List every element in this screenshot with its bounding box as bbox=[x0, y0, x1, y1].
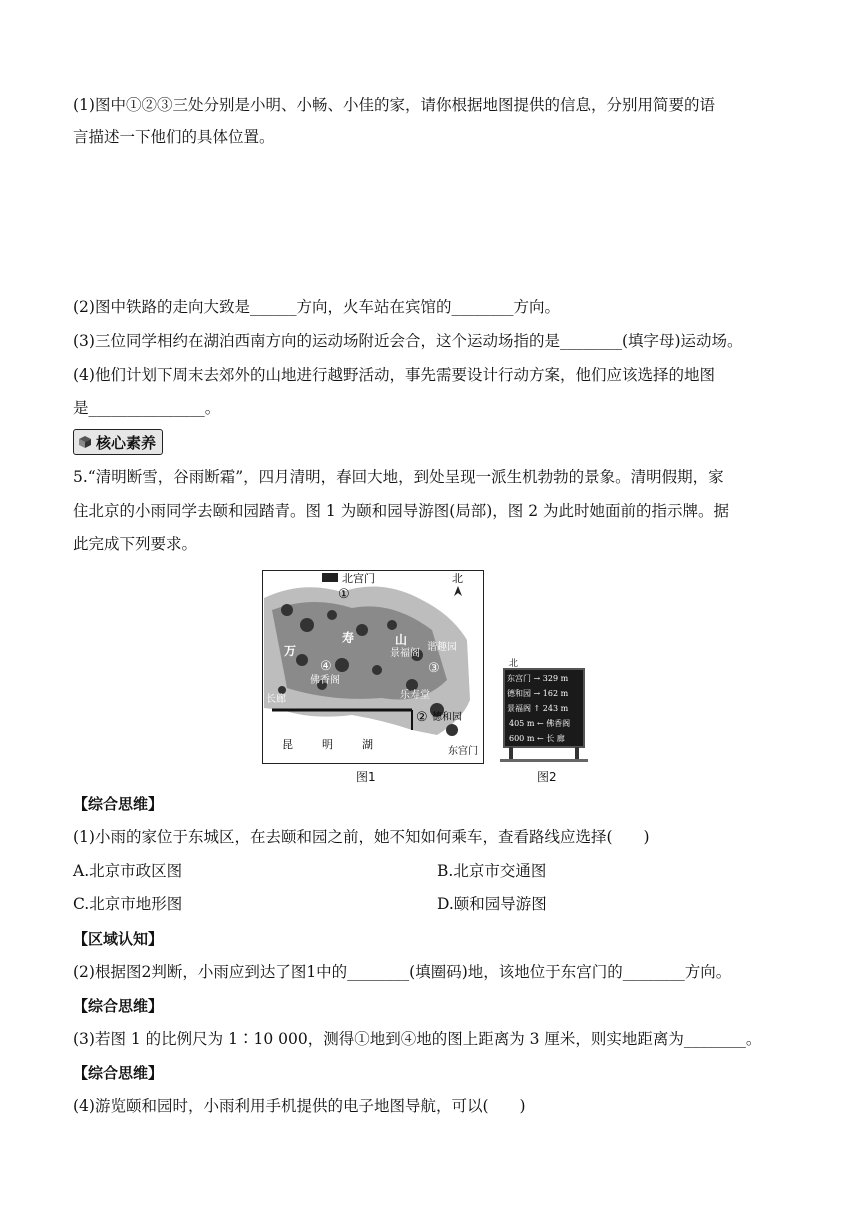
sign-row: 405 m ← 佛香阁 bbox=[509, 719, 571, 728]
option-d[interactable]: D.颐和园导游图 bbox=[437, 895, 547, 913]
q5-sub2: (2)根据图2判断，小雨应到达了图1中的________(填圈码)地，该地位于东宫门的________方向。 bbox=[73, 963, 732, 981]
map-marker-3: ③ bbox=[428, 661, 440, 676]
map-marker-2: ② bbox=[416, 710, 428, 725]
sign-row: 600 m ← 长 廊 bbox=[509, 734, 565, 743]
q5-intro-line2: 住北京的小雨同学去颐和园踏青。图 1 为颐和园导游图(局部)，图 2 为此时她面前的指示牌。据 bbox=[73, 502, 730, 520]
map-north: 北 bbox=[452, 572, 463, 585]
q4-part2: (2)图中铁路的走向大致是______方向，火车站在宾馆的________方向。 bbox=[73, 298, 560, 316]
map-deheyuan: 德和园 bbox=[432, 712, 462, 723]
tag-synthesis-1: 【综合思维】 bbox=[73, 795, 164, 813]
map-label-ming: 明 bbox=[322, 738, 333, 751]
fig2-caption: 图2 bbox=[537, 770, 557, 784]
option-b[interactable]: B.北京市交通图 bbox=[437, 862, 547, 880]
cube-icon bbox=[78, 435, 92, 449]
fig1-caption: 图1 bbox=[356, 770, 376, 784]
q5-intro-line3: 此完成下列要求。 bbox=[73, 535, 198, 553]
map-label-hu: 湖 bbox=[362, 738, 373, 751]
map-label-shou: 寿 bbox=[342, 631, 355, 645]
q4-part3: (3)三位同学相约在湖泊西南方向的运动场附近会合，这个运动场指的是________(填字母)运动场。 bbox=[73, 332, 743, 350]
sign-north: 北 bbox=[509, 659, 519, 669]
sign-row: 景福阁 ↑ 243 m bbox=[507, 704, 569, 713]
sign-row: 东宫门 → 329 m bbox=[507, 674, 569, 683]
map-label-shan: 山 bbox=[395, 633, 408, 647]
map-xiequyuan: 谐趣园 bbox=[427, 642, 457, 653]
q4-part1-line1: (1)图中①②③三处分别是小明、小畅、小佳的家，请你根据地图提供的信息，分别用简要的语 bbox=[73, 96, 715, 114]
section-badge-label: 核心素养 bbox=[96, 433, 157, 452]
map-label-kun: 昆 bbox=[282, 738, 293, 751]
q4-part1-line2: 言描述一下他们的具体位置。 bbox=[73, 128, 275, 146]
summer-palace-map bbox=[262, 570, 484, 764]
map-foxiangge: 佛香阁 bbox=[310, 675, 340, 686]
q4-part4-line2: 是_______________。 bbox=[73, 399, 221, 417]
sign-row: 德和园 → 162 m bbox=[507, 689, 569, 698]
map-marker-1: ① bbox=[338, 587, 350, 602]
q5-intro-line1: 5.“清明断雪，谷雨断霜”，四月清明，春回大地，到处呈现一派生机勃勃的景象。清明假期，家 bbox=[73, 468, 724, 486]
section-badge bbox=[73, 429, 163, 455]
signboard bbox=[497, 655, 590, 763]
q5-sub4: (4)游览颐和园时，小雨利用手机提供的电子地图导航，可以( ) bbox=[73, 1097, 526, 1115]
tag-synthesis-2: 【综合思维】 bbox=[73, 997, 164, 1015]
q4-part4-line1: (4)他们计划下周末去郊外的山地进行越野活动，事先需要设计行动方案，他们应该选择的地图 bbox=[73, 366, 715, 384]
map-jingfuge: 景福阁 bbox=[390, 648, 420, 659]
map-north-gate: 北宫门 bbox=[342, 572, 375, 585]
tag-synthesis-3: 【综合思维】 bbox=[73, 1064, 164, 1082]
option-c[interactable]: C.北京市地形图 bbox=[73, 895, 183, 913]
map-changlang: 长廊 bbox=[266, 694, 286, 705]
q5-sub1: (1)小雨的家位于东城区，在去颐和园之前，她不知如何乘车，查看路线应选择( ) bbox=[73, 828, 650, 846]
map-label-wan: 万 bbox=[284, 644, 297, 658]
option-a[interactable]: A.北京市政区图 bbox=[73, 862, 183, 880]
q5-sub3: (3)若图 1 的比例尺为 1∶10 000，测得①地到④地的图上距离为 3 厘米，则实地距离为________。 bbox=[73, 1030, 762, 1048]
map-east-gate: 东宫门 bbox=[448, 746, 478, 757]
map-marker-4: ④ bbox=[320, 659, 332, 674]
map-leshoutang: 乐寿堂 bbox=[400, 690, 430, 701]
tag-region: 【区域认知】 bbox=[73, 930, 164, 948]
